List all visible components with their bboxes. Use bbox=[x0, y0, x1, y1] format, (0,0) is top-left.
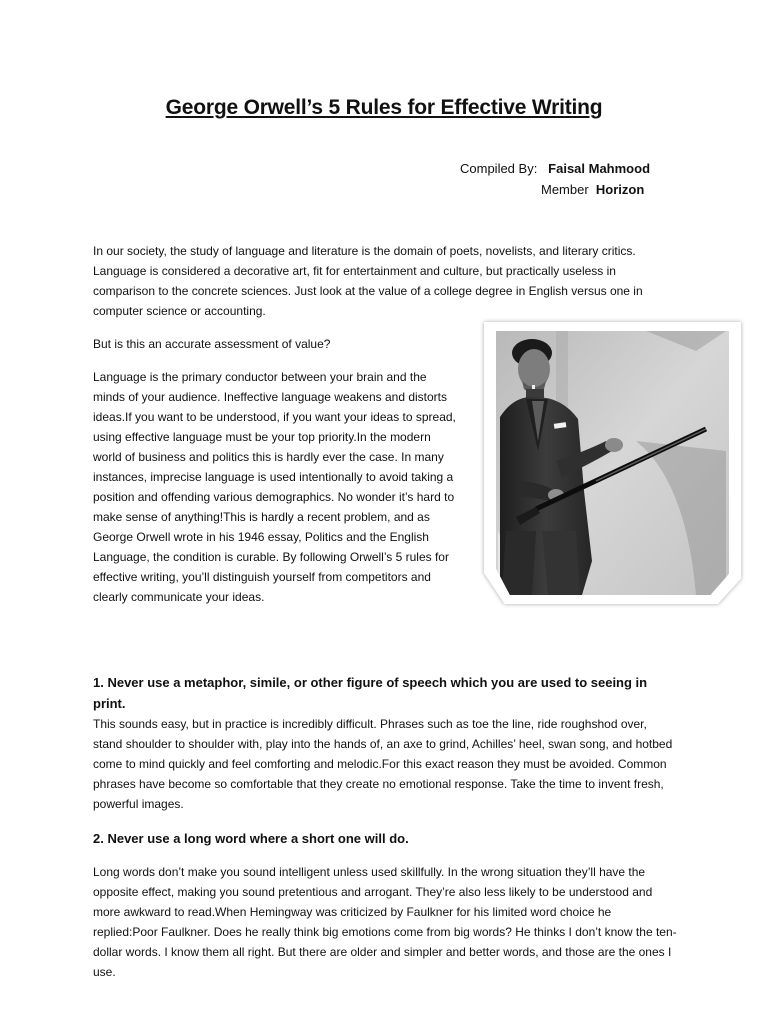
member-value: Horizon bbox=[595, 182, 645, 197]
document-title: George Orwell’s 5 Rules for Effective Writing bbox=[165, 96, 603, 119]
compiled-by-label: Compiled By: bbox=[460, 161, 538, 176]
compiled-by-line bbox=[460, 158, 650, 179]
intro-paragraph: In our society, the study of language and literature is the domain of poets, novelists, and literary critics. Language is considered a decorative art, fit for entertainment and culture, but practically useless in comparison to the concrete sciences. Just look at the value of a college degree in English versus one in computer science or accounting. bbox=[93, 244, 643, 318]
language-paragraph: Language is the primary conductor between your brain and the minds of your audience. Ineffective language weakens and distorts ideas.If you want to be understood, if you want your ideas to spread, using effective language must be your top priority.In the modern world of business and politics this is hardly ever the case. In many instances, imprecise language is used intentionally to avoid taking a position and offending various demographics. No wonder it’s hard to make sense of anything!This is hardly a recent problem, and as George Orwell wrote in his 1946 essay, Politics and the English Language, the condition is curable. By following Orwell’s 5 rules for effective writing, you’ll distinguish yourself from competitors and clearly communicate your ideas. bbox=[93, 370, 456, 604]
compiled-by-block bbox=[460, 158, 650, 200]
rule1-heading: 1. Never use a metaphor, simile, or other figure of speech which you are used to seeing in print. bbox=[93, 675, 648, 711]
question-paragraph: But is this an accurate assessment of value? bbox=[93, 337, 331, 351]
orwell-photo bbox=[496, 331, 729, 595]
rule2-heading: 2. Never use a long word where a short one will do. bbox=[93, 831, 409, 846]
member-line bbox=[460, 179, 650, 200]
rule1-body: This sounds easy, but in practice is incredibly difficult. Phrases such as toe the line, ride roughshod over, stand shoulder to shoulder with, play into the hands of, an axe to grind, Achilles’ heel, swan song, and hotbed come to mind quickly and feel comforting and melodic.For this exact reason they must be avoided. Common phrases have become so comfortable that they create no emotional response. Take the time to invent fresh, powerful images. bbox=[93, 717, 673, 811]
member-label: Member bbox=[541, 182, 589, 197]
compiled-by-name: Faisal Mahmood bbox=[548, 161, 651, 176]
rule2-body: Long words don’t make you sound intelligent unless used skillfully. In the wrong situation they’ll have the opposite effect, making you sound pretentious and arrogant. They’re also less likely to be understood and more awkward to read.When Hemingway was criticized by Faulkner for his limited word choice he replied:Poor Faulkner. Does he really think big emotions come from big words? He thinks I don’t know the ten-dollar words. I know them all right. But there are older and simpler and better words, and those are the ones I use. bbox=[93, 865, 677, 979]
